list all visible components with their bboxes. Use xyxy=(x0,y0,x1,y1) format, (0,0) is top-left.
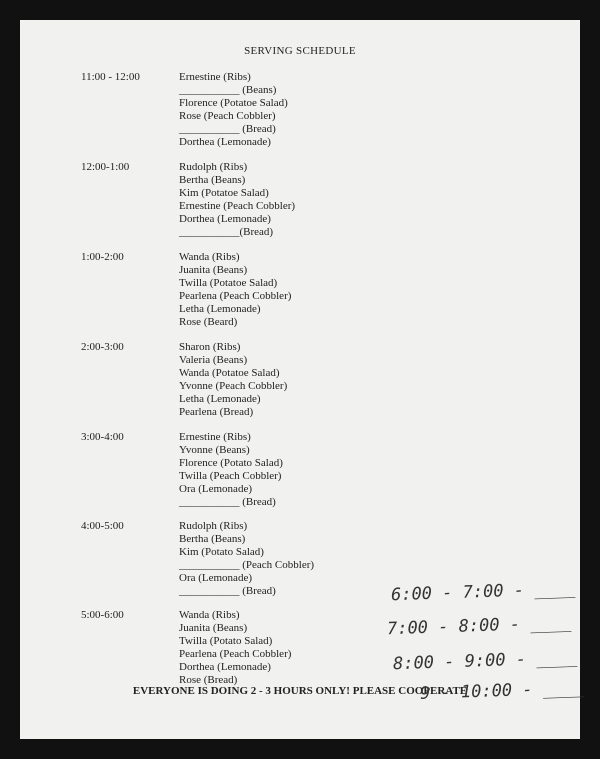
assignment: Wanda (Ribs) xyxy=(179,609,240,621)
footer-notice: EVERYONE IS DOING 2 - 3 HOURS ONLY! PLEASE COOPERATE xyxy=(132,685,468,697)
assignment: ___________ (Beans) xyxy=(179,83,277,96)
assignment: Bertha (Beans) xyxy=(179,173,246,186)
assignment: Dorthea (Lemonade) xyxy=(179,660,271,673)
assignment: Ernestine (Ribs) xyxy=(179,431,251,443)
assignment: Juanita (Beans) xyxy=(179,621,248,634)
assignment-list xyxy=(179,251,291,328)
assignment-list xyxy=(179,431,283,508)
assignment: Rudolph (Ribs) xyxy=(179,161,248,173)
assignment: Florence (Potato Salad) xyxy=(179,456,283,469)
assignment: Kim (Potato Salad) xyxy=(179,545,264,558)
assignment: ___________(Bread) xyxy=(179,225,274,238)
assignment: Dorthea (Lemonade) xyxy=(179,212,271,225)
time-slot: 5:00-6:00 xyxy=(81,609,124,621)
assignment: ___________ (Bread) xyxy=(179,584,276,597)
assignment-list xyxy=(179,520,314,597)
assignment: ___________ (Peach Cobbler) xyxy=(179,558,315,571)
time-slot: 12:00-1:00 xyxy=(81,161,130,173)
assignment-list xyxy=(179,341,287,418)
handwritten-line: 7:00 - 8:00 - ____ xyxy=(386,612,572,640)
assignment: Letha (Lemonade) xyxy=(179,392,261,405)
assignment: Twilla (Peach Cobbler) xyxy=(179,469,282,482)
assignment: Florence (Potatoe Salad) xyxy=(179,96,288,109)
time-slot: 1:00-2:00 xyxy=(81,251,124,263)
assignment: Rudolph (Ribs) xyxy=(179,520,248,532)
time-slot: 11:00 - 12:00 xyxy=(81,71,140,83)
assignment: Rose (Beard) xyxy=(179,315,238,328)
assignment: Wanda (Ribs) xyxy=(179,251,240,263)
assignment: Bertha (Beans) xyxy=(179,532,246,545)
assignment: Wanda (Potatoe Salad) xyxy=(179,366,280,379)
handwritten-line: 6:00 - 7:00 - ____ xyxy=(390,578,576,606)
assignment: Pearlena (Peach Cobbler) xyxy=(179,289,292,302)
assignment: Valeria (Beans) xyxy=(179,353,248,366)
assignment: Kim (Potatoe Salad) xyxy=(179,186,269,199)
assignment-list xyxy=(179,161,295,238)
assignment: Ernestine (Ribs) xyxy=(179,71,251,83)
assignment: Twilla (Potatoe Salad) xyxy=(179,276,278,289)
page-title: SERVING SCHEDULE xyxy=(244,45,356,57)
assignment-list xyxy=(179,609,291,686)
assignment: Yvonne (Peach Cobbler) xyxy=(179,379,288,392)
handwritten-notes xyxy=(385,576,595,716)
assignment: ___________ (Bread) xyxy=(179,495,276,508)
assignment: Juanita (Beans) xyxy=(179,263,248,276)
assignment: Letha (Lemonade) xyxy=(179,302,261,315)
time-slot: 3:00-4:00 xyxy=(81,431,124,443)
time-slot: 2:00-3:00 xyxy=(81,341,124,353)
assignment: Ora (Lemonade) xyxy=(179,482,252,495)
document-page xyxy=(20,20,585,739)
assignment: Pearlena (Bread) xyxy=(179,405,254,418)
assignment: Rose (Peach Cobbler) xyxy=(179,109,276,122)
assignment: Ora (Lemonade) xyxy=(179,571,252,584)
assignment: Twilla (Potato Salad) xyxy=(179,634,273,647)
assignment: Sharon (Ribs) xyxy=(179,341,241,353)
assignment: Yvonne (Beans) xyxy=(179,443,250,456)
assignment: Ernestine (Peach Cobbler) xyxy=(179,199,296,212)
handwritten-line: 9 - 10:00 - ____ xyxy=(419,678,585,704)
assignment: Rose (Bread) xyxy=(179,673,238,686)
assignment-list xyxy=(179,71,288,148)
assignment: ___________ (Bread) xyxy=(179,122,276,135)
handwritten-line: 8:00 - 9:00 - ____ xyxy=(392,647,578,675)
assignment: Pearlena (Peach Cobbler) xyxy=(179,647,292,660)
time-slot: 4:00-5:00 xyxy=(81,520,124,532)
assignment: Dorthea (Lemonade) xyxy=(179,135,271,148)
